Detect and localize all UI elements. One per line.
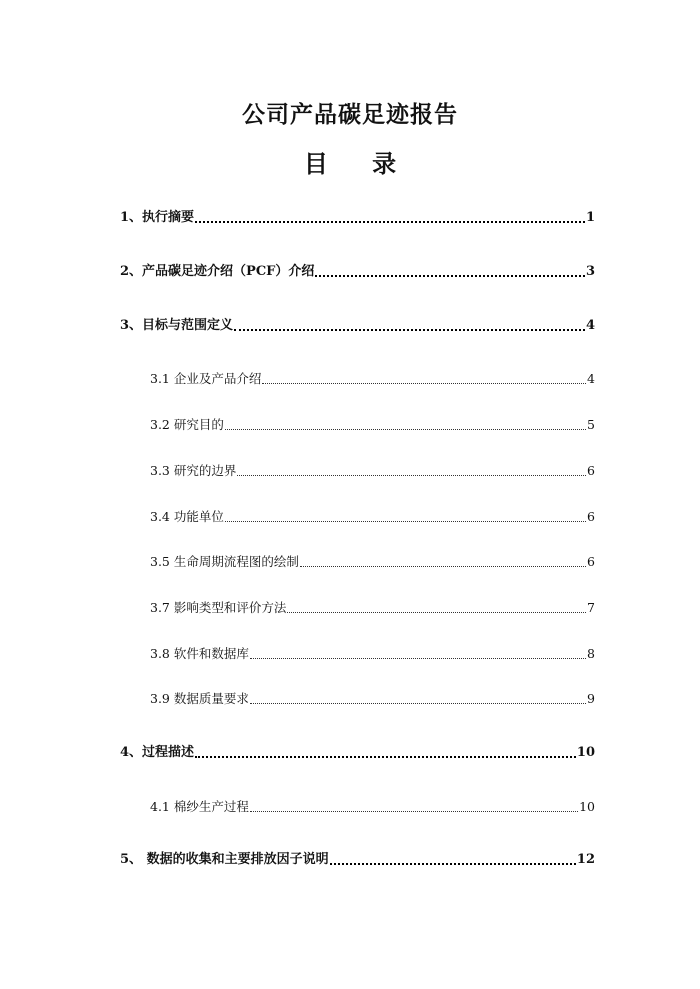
toc-page-number: 10: [576, 745, 595, 760]
toc-entry-3-7[interactable]: [150, 598, 595, 618]
toc-page-number: 6: [587, 463, 595, 478]
toc-entry-label: 3.9 数据质量要求: [150, 691, 249, 706]
toc-dot-leader: [262, 383, 586, 384]
toc-entry-label: 2、产品碳足迹介绍（PCF）介绍: [120, 264, 315, 279]
toc-dot-leader: [287, 612, 586, 613]
toc-dot-leader: [250, 811, 578, 812]
toc-heading: 目 录: [303, 149, 415, 178]
toc-entry-label: 3.4 功能单位: [150, 509, 224, 524]
toc-dot-leader: [330, 863, 576, 865]
toc-page-number: 1: [585, 210, 595, 225]
toc-entry-3-9[interactable]: [150, 689, 595, 709]
toc-page-number: 4: [585, 318, 595, 333]
toc-entry-5[interactable]: [120, 850, 595, 870]
toc-entry-label: 4、过程描述: [120, 745, 195, 760]
toc-entry-4-1[interactable]: [150, 797, 595, 817]
toc-entry-2[interactable]: [120, 262, 595, 282]
toc-entry-label: 3.7 影响类型和评价方法: [150, 600, 287, 615]
toc-entry-3-2[interactable]: [150, 415, 595, 435]
toc-entry-label: 5、 数据的收集和主要排放因子说明: [120, 852, 329, 867]
toc-dot-leader: [250, 703, 586, 704]
toc-entry-3-3[interactable]: [150, 461, 595, 481]
toc-entry-3-8[interactable]: [150, 644, 595, 664]
toc-page-number: 5: [587, 417, 595, 432]
toc-dot-leader: [300, 566, 586, 567]
document-title: 公司产品碳足迹报告: [242, 101, 458, 128]
toc-entry-label: 3.2 研究目的: [150, 417, 224, 432]
toc-dot-leader: [315, 275, 585, 277]
toc-page-number: 10: [579, 799, 595, 814]
toc-entry-label: 3.5 生命周期流程图的绘制: [150, 554, 299, 569]
toc-dot-leader: [225, 429, 586, 430]
toc-entry-label: 3.1 企业及产品介绍: [150, 371, 262, 386]
toc-entry-3-1[interactable]: [150, 369, 595, 389]
toc-entry-label: 3、目标与范围定义: [120, 318, 234, 333]
toc-dot-leader: [195, 221, 585, 223]
toc-dot-leader: [234, 329, 585, 331]
toc-page-number: 8: [587, 646, 595, 661]
toc-dot-leader: [225, 521, 586, 522]
toc-page-number: 6: [587, 554, 595, 569]
toc-entry-3-5[interactable]: [150, 552, 595, 572]
toc-entry-1[interactable]: [120, 208, 595, 228]
toc-dot-leader: [237, 475, 586, 476]
toc-entry-4[interactable]: [120, 743, 595, 763]
toc-page-number: 9: [587, 691, 595, 706]
toc-page-number: 12: [576, 852, 595, 867]
toc-entry-label: 1、执行摘要: [120, 210, 195, 225]
toc-entry-3[interactable]: [120, 316, 595, 336]
toc-page-number: 6: [587, 509, 595, 524]
toc-entry-3-4[interactable]: [150, 507, 595, 527]
toc-page-number: 7: [587, 600, 595, 615]
toc-page-number: 3: [585, 264, 595, 279]
toc-page-number: 4: [587, 371, 595, 386]
toc-entry-label: 3.8 软件和数据库: [150, 646, 249, 661]
toc-entry-label: 3.3 研究的边界: [150, 463, 237, 478]
toc-entry-label: 4.1 棉纱生产过程: [150, 799, 249, 814]
toc-dot-leader: [195, 756, 576, 758]
toc-dot-leader: [250, 658, 586, 659]
